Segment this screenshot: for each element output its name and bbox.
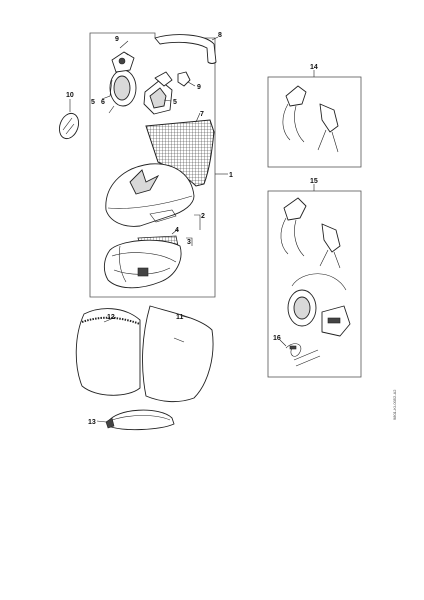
callout-8: 8 — [218, 32, 222, 39]
callout-16: 16 — [273, 335, 281, 342]
cable-set-16 — [286, 344, 320, 366]
callout-9a: 9 — [115, 36, 119, 43]
ear-muff-right — [144, 72, 172, 114]
callout-6: 6 — [101, 99, 105, 106]
callout-9b: 9 — [197, 84, 201, 91]
head-suspension — [104, 236, 181, 288]
headband — [155, 35, 216, 64]
box-15 — [268, 191, 361, 377]
callout-1: 1 — [229, 172, 233, 179]
callout-5b: 5 — [173, 99, 177, 106]
callout-3: 3 — [187, 239, 191, 246]
callout-12: 12 — [107, 314, 115, 321]
callout-11: 11 — [176, 314, 184, 321]
image-reference: 9801-KI-0052-A2 — [392, 389, 397, 420]
box-14 — [268, 77, 361, 167]
face-shield-12 — [76, 309, 140, 396]
holder-set-14 — [283, 86, 338, 152]
sweatband-13 — [106, 410, 174, 430]
callout-4: 4 — [175, 227, 179, 234]
callout-5a: 5 — [91, 99, 95, 106]
callout-2: 2 — [201, 213, 205, 220]
small-clip — [178, 72, 190, 86]
callout-13: 13 — [88, 419, 96, 426]
ear-muff-set-15 — [281, 198, 350, 336]
helmet-shell — [106, 164, 194, 227]
callout-7: 7 — [200, 111, 204, 118]
callout-10: 10 — [66, 92, 74, 99]
face-pad-10 — [56, 111, 82, 142]
callout-15: 15 — [310, 178, 318, 185]
ear-muff-left — [110, 52, 136, 106]
callout-14: 14 — [310, 64, 318, 71]
